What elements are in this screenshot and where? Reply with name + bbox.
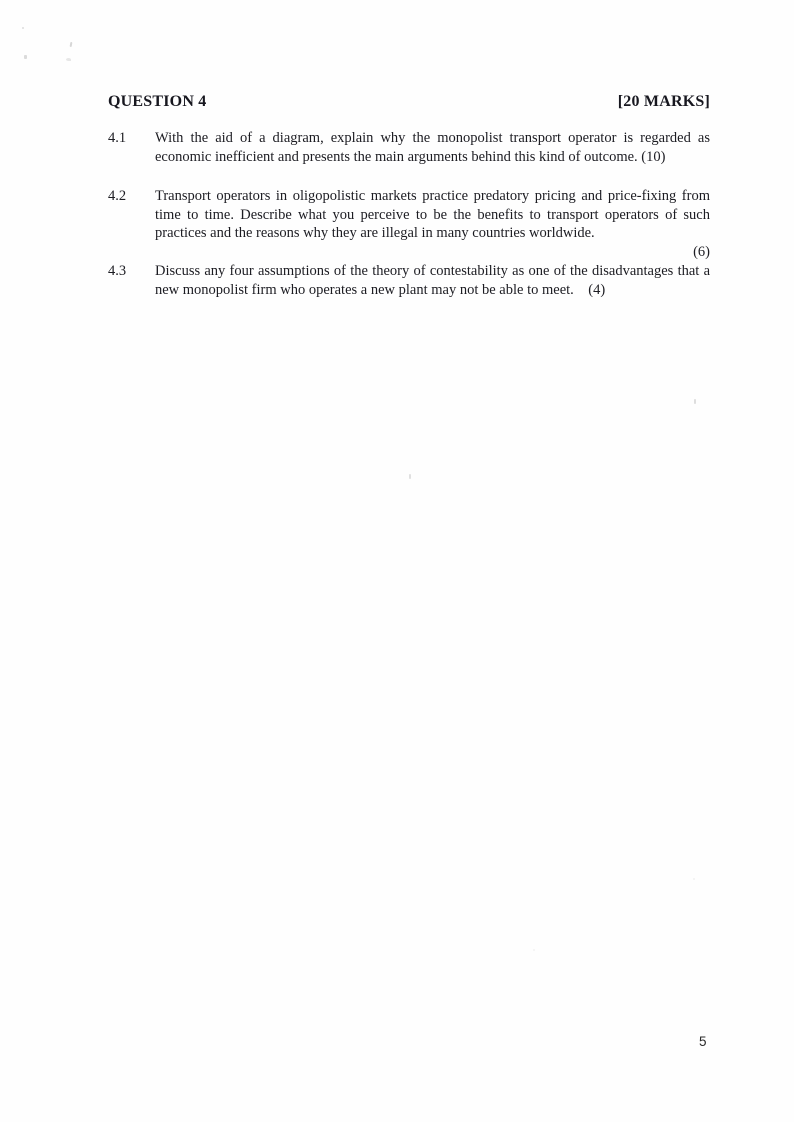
scan-speck [22,27,24,29]
page-number: 5 [699,1034,707,1049]
page-content [108,92,710,299]
question-number: 4.2 [108,188,127,204]
question-body [155,129,710,166]
question-text: Transport operators in oligopolistic markets practice predatory pricing and price-fixing from time to time. Describe what you perceive to be the benefits to transport operators of such practices and the reasons why they are illegal in many countries worldwide. [155,188,710,241]
question-body [155,262,710,299]
question-item-4-1 [108,129,710,166]
scan-speck [693,878,695,880]
question-item-4-2 [108,187,710,261]
scan-speck [66,58,71,61]
question-title: QUESTION 4 [108,93,207,110]
question-header [108,92,710,112]
question-marks-line: (6) [693,243,710,260]
questions-list [108,129,710,299]
question-item-4-3 [108,262,710,299]
question-number: 4.1 [108,130,127,146]
question-number: 4.3 [108,263,127,279]
question-total-marks: [20 MARKS] [617,93,710,110]
scan-speck [694,399,696,404]
scan-speck [409,474,411,479]
scan-speck [70,42,73,47]
scan-speck [533,949,535,951]
scan-speck [24,55,27,59]
question-body [155,187,710,261]
question-text: With the aid of a diagram, explain why the monopolist transport operator is regarded as economic inefficient and presents the main arguments behind this kind of outcome. (10) [155,130,710,165]
question-text: Discuss any four assumptions of the theory of contestability as one of the disadvantages that a new monopolist firm who operates a new plant may not be able to meet. (4) [155,263,710,298]
